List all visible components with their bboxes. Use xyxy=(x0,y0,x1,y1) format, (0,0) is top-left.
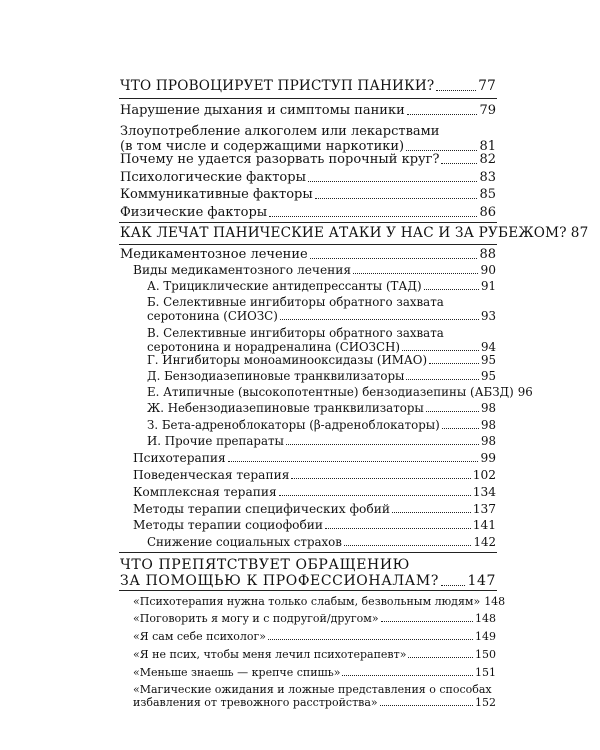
toc-page-number: 134 xyxy=(472,485,496,499)
toc-chapter-title-continued: ЗА ПОМОЩЬЮ К ПРОФЕССИОНАЛАМ? xyxy=(120,573,439,589)
toc-chapter-title: КАК ЛЕЧАТ ПАНИЧЕСКИЕ АТАКИ У НАС И ЗА РУБЕЖОМ? xyxy=(120,225,567,241)
toc-page-number: 102 xyxy=(472,468,496,482)
toc-page-number: 98 xyxy=(480,434,496,448)
toc-chapter-title: ЧТО ПРОВОЦИРУЕТ ПРИСТУП ПАНИКИ? xyxy=(120,78,435,94)
toc-entry[interactable] xyxy=(0,124,600,154)
toc-page-number: 137 xyxy=(472,502,496,516)
toc-entry-title-continued: серотонина и норадреналина (СИОЗСН) xyxy=(147,340,400,354)
toc-chapter-barriers[interactable] xyxy=(0,557,600,589)
dot-leader xyxy=(325,528,471,529)
toc-page-number: 147 xyxy=(467,573,496,589)
toc-entry[interactable] xyxy=(0,648,600,661)
toc-page-number: 85 xyxy=(479,187,496,202)
toc-page-number: 98 xyxy=(480,418,496,432)
toc-entry-title: Нарушение дыхания и симптомы паники xyxy=(120,103,405,118)
toc-entry[interactable] xyxy=(0,595,600,608)
toc-page-number: 95 xyxy=(480,353,496,367)
section-divider xyxy=(119,222,497,223)
toc-entry[interactable] xyxy=(0,535,600,549)
toc-entry[interactable] xyxy=(0,434,600,448)
toc-entry[interactable] xyxy=(0,385,600,399)
toc-entry[interactable] xyxy=(0,170,600,185)
dot-leader xyxy=(228,461,479,462)
toc-entry[interactable] xyxy=(0,187,600,202)
toc-page-number: 91 xyxy=(480,279,496,293)
toc-entry-title: Почему не удается разорвать порочный круг? xyxy=(120,152,440,167)
dot-leader xyxy=(408,657,473,658)
toc-page-number: 99 xyxy=(480,451,496,465)
toc-entry-title: «Я не псих, чтобы меня лечил психотерапевт» xyxy=(133,648,407,661)
toc-page-number: 94 xyxy=(480,340,496,354)
toc-entry[interactable] xyxy=(0,279,600,293)
toc-entry-title: В. Селективные ингибиторы обратного захвата xyxy=(147,326,444,340)
toc-page-number: 149 xyxy=(475,630,496,643)
dot-leader xyxy=(315,198,478,199)
dot-leader xyxy=(380,705,473,706)
toc-entry[interactable] xyxy=(0,326,600,354)
toc-page-number: 79 xyxy=(479,103,496,118)
dot-leader xyxy=(381,621,473,622)
toc-entry[interactable] xyxy=(0,612,600,625)
toc-page-number: 151 xyxy=(475,666,496,679)
toc-entry-title: «Магические ожидания и ложные представления о способах xyxy=(133,683,492,696)
dot-leader xyxy=(280,319,479,320)
toc-entry[interactable] xyxy=(0,683,600,709)
toc-entry[interactable] xyxy=(0,502,600,516)
toc-page-number: 93 xyxy=(480,309,496,323)
toc-entry-title: «Меньше знаешь — крепче спишь» xyxy=(133,666,341,679)
dot-leader xyxy=(406,379,479,380)
dot-leader xyxy=(308,181,478,182)
toc-entry[interactable] xyxy=(0,418,600,432)
toc-entry-title-continued: серотонина (СИОЗС) xyxy=(147,309,278,323)
dot-leader xyxy=(269,216,477,217)
dot-leader xyxy=(402,350,479,351)
toc-page-number: 98 xyxy=(480,401,496,415)
toc-entry-title: Психологические факторы xyxy=(120,170,306,185)
toc-page-number: 88 xyxy=(479,247,496,262)
toc-entry-title: Медикаментозное лечение xyxy=(120,247,308,262)
toc-entry-title: Поведенческая терапия xyxy=(133,468,290,482)
toc-entry[interactable] xyxy=(0,468,600,482)
dot-leader xyxy=(353,273,478,274)
toc-chapter-triggers[interactable] xyxy=(0,78,600,94)
toc-entry-title: Снижение социальных страхов xyxy=(147,535,342,549)
toc-page-number: 152 xyxy=(475,696,496,709)
toc-entry-title: «Я сам себе психолог» xyxy=(133,630,266,643)
toc-entry[interactable] xyxy=(0,451,600,465)
dot-leader xyxy=(406,150,477,151)
toc-entry[interactable] xyxy=(0,518,600,532)
toc-page-number: 142 xyxy=(473,535,496,549)
dot-leader xyxy=(268,639,473,640)
dot-leader xyxy=(291,478,470,479)
toc-entry-title: Физические факторы xyxy=(120,205,268,220)
toc-page-number: 83 xyxy=(479,170,496,185)
toc-entry-title: «Психотерапия нужна только слабым, безвольным людям» xyxy=(133,595,481,608)
toc-entry[interactable] xyxy=(0,152,600,167)
toc-page-number: 82 xyxy=(479,152,496,167)
toc-entry[interactable] xyxy=(0,353,600,367)
section-divider xyxy=(119,98,497,99)
toc-entry-title: Г. Ингибиторы моноаминооксидазы (ИМАО) xyxy=(147,353,428,367)
dot-leader xyxy=(407,114,478,115)
toc-page-number: 77 xyxy=(478,78,496,94)
toc-page-number: 81 xyxy=(479,139,496,154)
toc-entry-title: Е. Атипичные (высокопотентные) бензодиазепины (АБЗД) xyxy=(147,385,514,399)
toc-entry[interactable] xyxy=(0,103,600,118)
toc-entry-title: Б. Селективные ингибиторы обратного захвата xyxy=(147,295,444,309)
section-divider xyxy=(119,590,497,591)
dot-leader xyxy=(344,545,472,546)
dot-leader xyxy=(286,444,479,445)
toc-entry-title-continued: (в том числе и содержащими наркотики) xyxy=(120,139,405,154)
toc-page-number: 95 xyxy=(480,369,496,383)
toc-entry[interactable] xyxy=(0,666,600,679)
toc-entry-title: «Поговорить я могу и с подругой/другом» xyxy=(133,612,379,625)
toc-entry[interactable] xyxy=(0,369,600,383)
toc-entry-title: Виды медикаментозного лечения xyxy=(133,263,352,277)
toc-entry[interactable] xyxy=(0,485,600,499)
toc-page-number: 90 xyxy=(480,263,496,277)
toc-entry-title: Ж. Небензодиазепиновые транквилизаторы xyxy=(147,401,424,415)
toc-entry-title: И. Прочие препараты xyxy=(147,434,284,448)
toc-entry-title: А. Трициклические антидепрессанты (ТАД) xyxy=(147,279,422,293)
toc-chapter-title: ЧТО ПРЕПЯТСТВУЕТ ОБРАЩЕНИЮ xyxy=(120,557,410,573)
toc-entry-title: Методы терапии специфических фобий xyxy=(133,502,390,516)
dot-leader xyxy=(436,90,476,91)
dot-leader xyxy=(392,512,471,513)
toc-entry-title: Коммуникативные факторы xyxy=(120,187,313,202)
toc-entry-title: Методы терапии социофобии xyxy=(133,518,324,532)
dot-leader xyxy=(342,675,473,676)
dot-leader xyxy=(426,411,479,412)
toc-entry[interactable] xyxy=(0,205,600,220)
toc-page-number: 148 xyxy=(475,612,496,625)
toc-entry-title-continued: избавления от тревожного расстройства» xyxy=(133,696,378,709)
toc-entry[interactable] xyxy=(0,247,600,262)
dot-leader xyxy=(441,163,477,164)
toc-chapter-treatment[interactable] xyxy=(0,225,600,241)
toc-entry-title: Психотерапия xyxy=(133,451,226,465)
toc-entry-title: Д. Бензодиазепиновые транквилизаторы xyxy=(147,369,405,383)
toc-page-number: 150 xyxy=(475,648,496,661)
toc-entry-title: Злоупотребление алкоголем или лекарствами xyxy=(120,124,440,139)
toc-entry[interactable] xyxy=(0,630,600,643)
toc-page-number: 96 xyxy=(517,385,533,399)
section-divider xyxy=(119,244,497,245)
toc-entry[interactable] xyxy=(0,295,600,323)
section-divider xyxy=(119,552,497,553)
dot-leader xyxy=(424,289,479,290)
dot-leader xyxy=(442,428,479,429)
dot-leader xyxy=(441,585,466,586)
toc-entry[interactable] xyxy=(0,263,600,277)
toc-page-number: 148 xyxy=(484,595,506,608)
dot-leader xyxy=(429,363,479,364)
toc-page-number: 141 xyxy=(472,518,496,532)
toc-entry-title: Комплексная терапия xyxy=(133,485,277,499)
dot-leader xyxy=(279,495,471,496)
toc-page-number: 86 xyxy=(479,205,496,220)
toc-page-number: 87 xyxy=(570,225,589,241)
toc-entry-title: З. Бета-адреноблокаторы (β-адреноблокаторы) xyxy=(147,418,440,432)
dot-leader xyxy=(310,258,478,259)
toc-entry[interactable] xyxy=(0,401,600,415)
